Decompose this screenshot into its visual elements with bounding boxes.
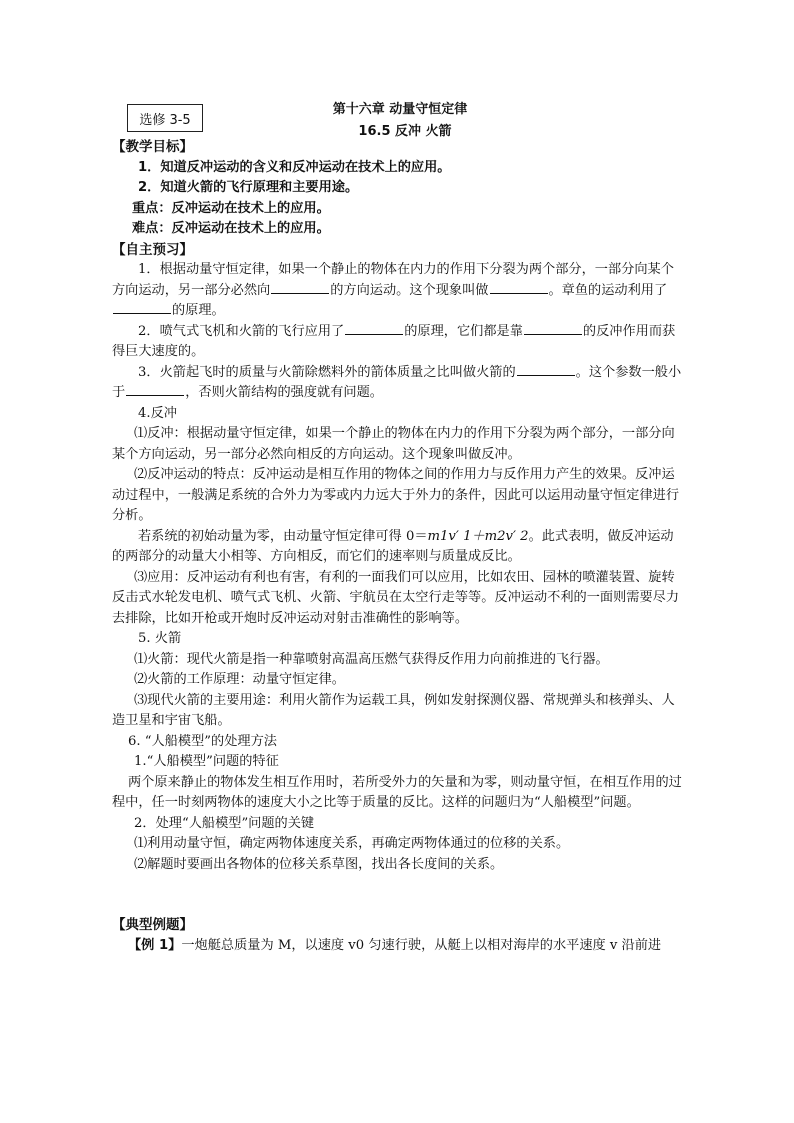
example-1-label: 【例 1】 (128, 937, 182, 953)
example-1 (112, 936, 682, 957)
section-recoil-title: 4.反冲 (138, 405, 177, 421)
course-badge: 选修 3-5 (127, 104, 203, 132)
recoil-formula: 若系统的初始动量为零，由动量守恒定律可得 0＝m1v′ 1＋m2v′ 2。此式表明，做反冲运动的两部分的动量大小相等、方向相反，而它们的速率则与质量成反比。 (112, 528, 674, 564)
rocket-definition: ⑴火箭：现代火箭是指一种靠喷射高温高压燃气获得反作用力向前推进的飞行器。 (134, 651, 609, 667)
boat-model-features-title: 1.“人船模型”问题的特征 (134, 754, 279, 769)
goals-heading: 【教学目标】 (112, 139, 193, 155)
section-title: 16.5 反冲 火箭 (358, 124, 452, 139)
answer-blank[interactable] (113, 301, 171, 314)
example-1-text: 一炮艇总质量为 M，以速度 v0 匀速行驶，从艇上以相对海岸的水平速度 v 沿前进 (181, 937, 662, 953)
answer-blank[interactable] (490, 281, 548, 294)
boat-model-key-b: ⑵解题时要画出各物体的位移关系草图，找出各长度间的关系。 (134, 856, 504, 872)
recoil-features: ⑵反冲运动的特点：反冲运动是相互作用的物体之间的作用力与反作用力产生的效果。反冲运动过程中，一般满足系统的合外力为零或内力远大于外力的条件，因此可以运用动量守恒定律进行分析。 (112, 467, 680, 523)
preview-heading: 【自主预习】 (112, 241, 193, 258)
recoil-applications: ⑶应用：反冲运动有利也有害，有利的一面我们可以应用，比如农田、园林的喷灌装置、旋转反击式水轮发电机、喷气式飞机、火箭、宇航员在太空行走等等。反冲运动不利的一面则需要尽力去排除，比如开枪或开炮时反冲运动对射击准确性的影响等。 (112, 569, 680, 626)
examples-heading: 【典型例题】 (112, 917, 193, 933)
preview-question-2: 2．喷气式飞机和火箭的飞行应用了 的原理，它们都是靠 的反冲作用而获得巨大速度的。 (112, 323, 676, 359)
answer-blank[interactable] (517, 363, 575, 376)
answer-blank[interactable] (524, 322, 582, 335)
answer-blank[interactable] (271, 281, 329, 294)
recoil-definition: ⑴反冲：根据动量守恒定律，如果一个静止的物体在内力的作用下分裂为两个部分，一部分向某个方向运动，另一部分必然向相反的方向运动。这个现象叫做反冲。 (112, 426, 675, 462)
chapter-title: 第十六章 动量守恒定律 (332, 102, 468, 117)
boat-model-key-a: ⑴利用动量守恒，确定两物体速度关系，再确定两物体通过的位移的关系。 (134, 836, 570, 851)
boat-model-features-text: 两个原来静止的物体发生相互作用时，若所受外力的矢量和为零，则动量守恒，在相互作用的过程中，任一时刻两物体的速度大小之比等于质量的反比。这样的问题归为“人船模型”问题。 (112, 774, 682, 810)
goal-item-2: 2．知道火箭的飞行原理和主要用途。 (138, 180, 359, 195)
preview-question-3: 3．火箭起飞时的质量与火箭除燃料外的箭体质量之比叫做火箭的 。这个参数一般小于 ，否则火箭结构的强度就有问题。 (112, 364, 682, 400)
answer-blank[interactable] (126, 383, 184, 396)
answer-blank[interactable] (345, 322, 403, 335)
document-body (112, 137, 682, 956)
section-rocket-title: 5. 火箭 (138, 631, 182, 646)
section-boat-model-title: 6. “人船模型”的处理方法 (128, 733, 277, 749)
key-point: 重点：反冲运动在技术上的应用。 (132, 200, 330, 216)
boat-model-key-title: 2．处理“人船模型”问题的关键 (134, 815, 315, 831)
difficulty-point: 难点：反冲运动在技术上的应用。 (132, 221, 330, 236)
rocket-principle: ⑵火箭的工作原理：动量守恒定律。 (134, 672, 345, 687)
preview-question-1: 1．根据动量守恒定律，如果一个静止的物体在内力的作用下分裂为两个部分，一部分向某个方向运动，另一部分必然向 的方向运动。这个现象叫做 。章鱼的运动利用了的原理。 (112, 262, 674, 318)
goal-item-1: 1．知道反冲运动的含义和反冲运动在技术上的应用。 (138, 159, 451, 175)
rocket-uses: ⑶现代火箭的主要用途：利用火箭作为运载工具，例如发射探测仪器、常规弹头和核弹头、人造卫星和宇宙飞船。 (112, 692, 675, 728)
